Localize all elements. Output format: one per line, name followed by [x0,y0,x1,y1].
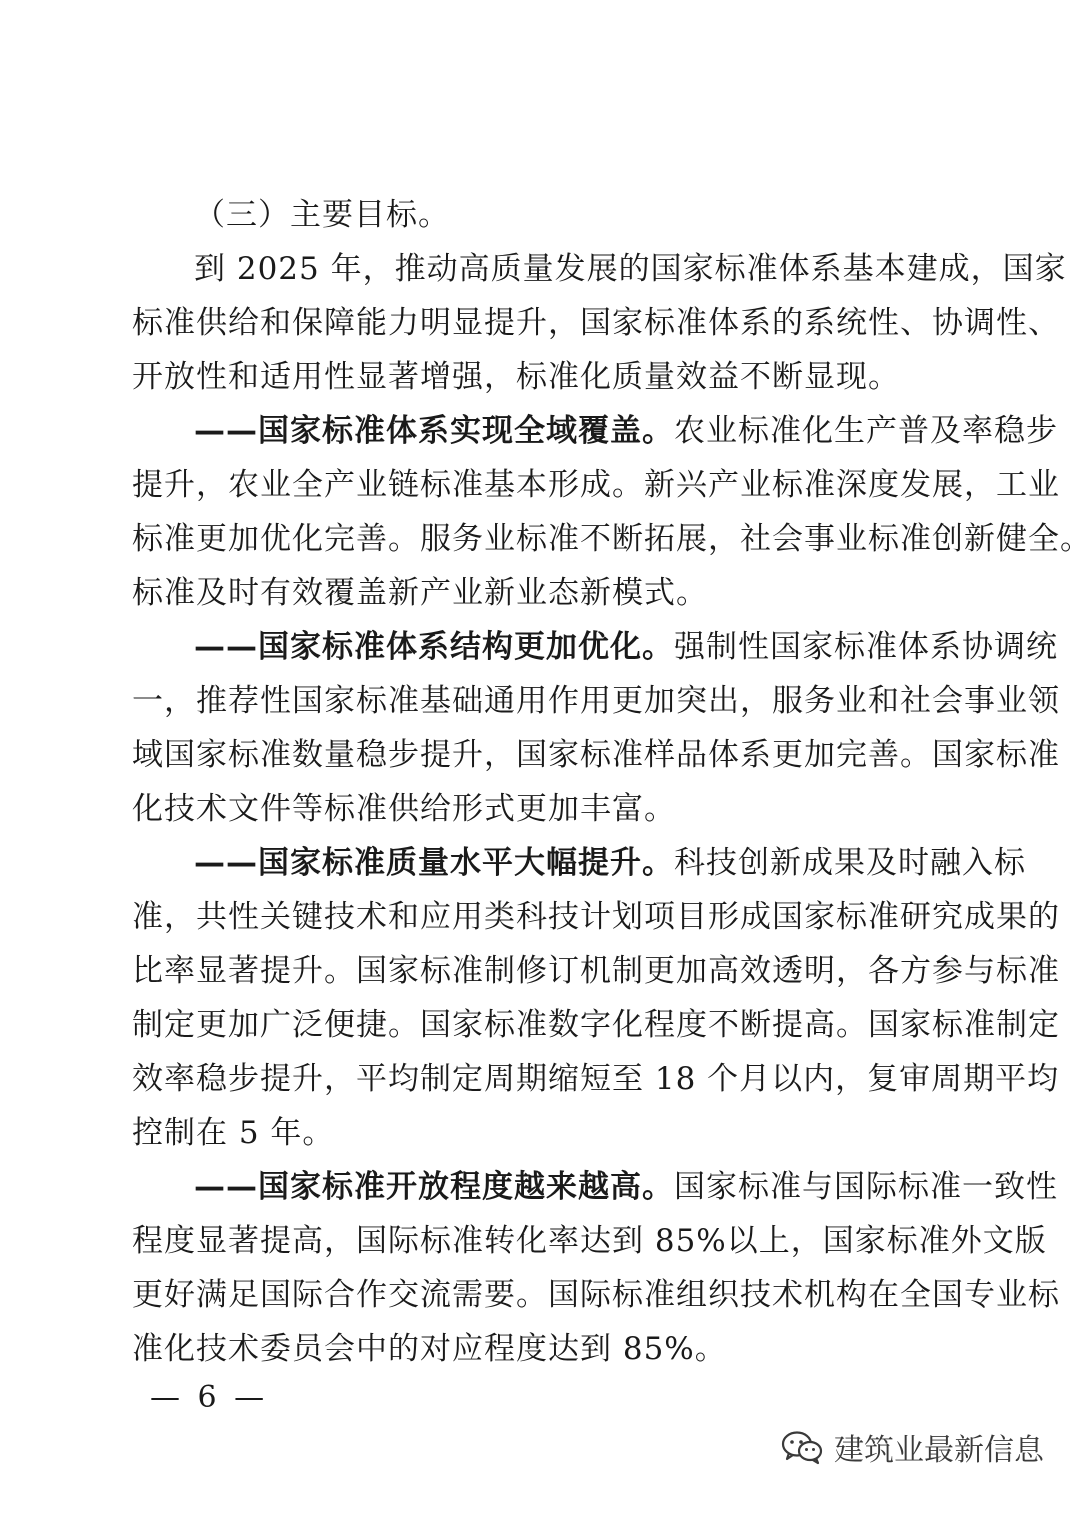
goal-3-line-6: 控制在 5 年。 [132,1115,335,1151]
goal-paragraph-3 [132,836,1060,1160]
goal-1-lead: ——国家标准体系实现全域覆盖。 [194,413,674,449]
goal-4-lead: ——国家标准开放程度越来越高。 [194,1169,674,1205]
watermark [780,1427,1044,1467]
goal-3-line-4: 制定更加广泛便捷。国家标准数字化程度不断提高。国家标准制定 [132,1007,1060,1043]
watermark-text: 建筑业最新信息 [834,1433,1044,1468]
goal-paragraph-1 [132,404,1092,620]
goal-4-first-rest: 国家标准与国际标准一致性 [674,1169,1058,1205]
intro-line-1: 到 2025 年，推动高质量发展的国家标准体系基本建成，国家 [194,251,1067,287]
goal-1-line-3: 标准更加优化完善。服务业标准不断拓展，社会事业标准创新健全。 [132,521,1092,557]
goal-4-line-2: 程度显著提高，国际标准转化率达到 85%以上，国家标准外文版 [132,1223,1047,1259]
goal-3-first-rest: 科技创新成果及时融入标 [674,845,1026,881]
goal-1-first-rest: 农业标准化生产普及率稳步 [674,413,1058,449]
goal-1-line-4: 标准及时有效覆盖新产业新业态新模式。 [132,575,708,611]
page-number: — 6 — [150,1380,269,1415]
goal-paragraph-2 [132,620,1060,836]
intro-line-3: 开放性和适用性显著增强，标准化质量效益不断显现。 [132,359,900,395]
goal-1-line-2: 提升，农业全产业链标准基本形成。新兴产业标准深度发展，工业 [132,467,1060,503]
goal-2-first-rest: 强制性国家标准体系协调统 [674,629,1058,665]
document-body [132,188,1092,1376]
goal-3-line-2: 准，共性关键技术和应用类科技计划项目形成国家标准研究成果的 [132,899,1060,935]
goal-3-lead: ——国家标准质量水平大幅提升。 [194,845,674,881]
goal-2-line-3: 域国家标准数量稳步提升，国家标准样品体系更加完善。国家标准 [132,737,1060,773]
goal-3-line-5: 效率稳步提升，平均制定周期缩短至 18 个月以内，复审周期平均 [132,1061,1060,1097]
goal-3-first-line [132,836,1026,890]
section-heading: （三）主要目标。 [194,197,450,233]
goal-2-first-line [132,620,1058,674]
intro-line-2: 标准供给和保障能力明显提升，国家标准体系的系统性、协调性、 [132,305,1060,341]
intro-paragraph [132,242,1067,404]
goal-2-line-2: 一，推荐性国家标准基础通用作用更加突出，服务业和社会事业领 [132,683,1060,719]
goal-2-line-4: 化技术文件等标准供给形式更加丰富。 [132,791,676,827]
goal-4-line-4: 准化技术委员会中的对应程度达到 85%。 [132,1331,727,1367]
goal-paragraph-4 [132,1160,1060,1376]
goal-4-first-line [132,1160,1058,1214]
wechat-icon [780,1429,824,1465]
goal-1-first-line [132,404,1058,458]
goal-2-lead: ——国家标准体系结构更加优化。 [194,629,674,665]
goal-4-line-3: 更好满足国际合作交流需要。国际标准组织技术机构在全国专业标 [132,1277,1060,1313]
goal-3-line-3: 比率显著提升。国家标准制修订机制更加高效透明，各方参与标准 [132,953,1060,989]
